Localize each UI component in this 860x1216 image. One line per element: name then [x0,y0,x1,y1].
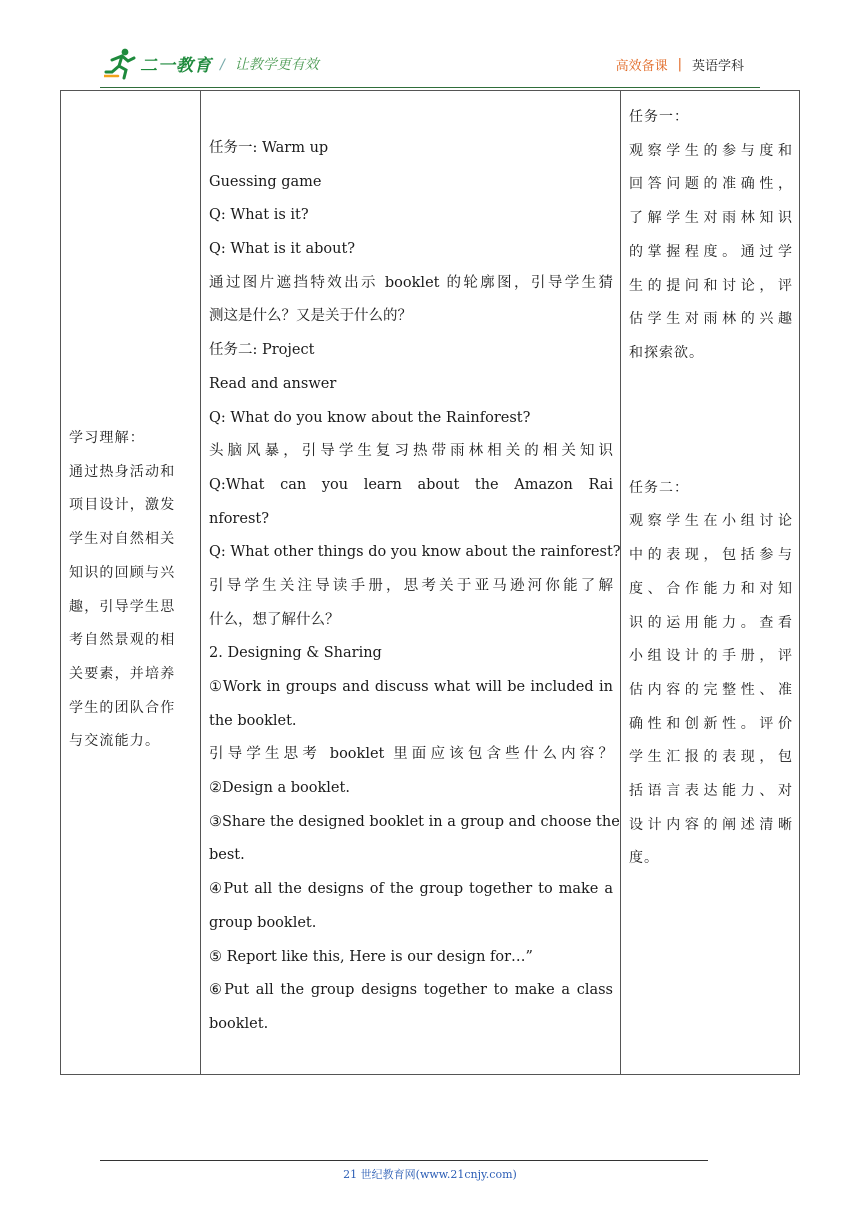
activity-line: 引导学生思考 booklet 里面应该包含些什么内容？ [209,746,613,763]
objective-line: 知识的回顾与兴 [69,564,176,581]
assessment-line: 中的表现，包括参与 [629,547,793,564]
activity-line: Q: What is it? [209,207,309,224]
activity-line: nforest? [209,510,269,527]
activity-line: ④Put all the designs of the group together to make a [209,881,613,898]
assessment-line: 估内容的完整性、准 [629,681,793,698]
activity-text [209,132,621,1042]
spacer [629,404,793,438]
header-right [616,55,744,74]
assessment-line: 任务一： [629,109,689,125]
objective-line: 项目设计，激发 [69,497,176,514]
assessment-line: 和探索欲。 [629,344,704,361]
assessment-line: 的掌握程度。通过学 [629,243,793,260]
page-header [0,0,860,92]
activity-line: group booklet. [209,914,317,931]
assessment-line: 估学生对雨林的兴趣 [629,311,793,328]
activity-cell [201,91,621,1074]
assessment-line: 了解学生对雨林知识 [629,210,793,227]
activity-line: 头脑风暴，引导学生复习热带雨林相关的相关知识 [209,443,613,460]
activity-line: Read and answer [209,375,337,392]
activity-line: 任务一: Warm up [209,140,329,156]
assessment-cell [621,91,799,1074]
objective-line: 学习理解： [69,430,145,446]
spacer [629,371,793,405]
activity-line: booklet. [209,1015,269,1032]
objective-cell [61,91,201,1074]
assessment-line: 观察学生的参与度和 [629,142,793,159]
activity-line: best. [209,847,245,864]
objective-line: 关要素，并培养 [69,665,176,682]
assessment-line: 小组设计的手册，评 [629,648,793,665]
assessment-line: 观察学生在小组讨论 [629,513,793,530]
activity-line: ⑥Put all the group designs together to make a class [209,982,613,999]
assessment-line: 确性和创新性。评价 [629,715,793,732]
assessment-line: 生的提问和讨论，评 [629,277,793,294]
objective-line: 趣，引导学生思 [69,598,176,615]
objective-line: 学生对自然相关 [69,531,176,548]
objective-line: 学生的团队合作 [69,699,176,716]
footer-divider [100,1160,708,1161]
header-subject: 英语学科 [691,59,744,74]
activity-line: 什么，想了解什么？ [209,611,340,628]
activity-line: ③Share the designed booklet in a group and choose the [209,813,620,830]
activity-line: the booklet. [209,712,297,729]
objective-line: 与交流能力。 [69,733,161,750]
slogan-text: 让教学更有效 [234,57,319,73]
assessment-line: 任务二： [629,479,689,496]
activity-line: 2. Designing & Sharing [209,645,382,662]
activity-line: Q: What do you know about the Rainforest? [209,409,531,426]
activity-line: 引导学生关注导读手册，思考关于亚马逊河你能了解 [209,577,613,594]
activity-line: Q: What is it about? [209,241,356,258]
runner-logo-icon [104,46,138,80]
assessment-line: 识的运用能力。查看 [629,614,793,631]
activity-line: Q:What can you learn about the Amazon Rai [209,476,613,493]
assessment-line: 度、合作能力和对知 [629,580,793,597]
header-separator: | [677,57,682,72]
assessment-line: 度。 [629,850,659,867]
assessment-line: 括语言表达能力、对 [629,783,793,800]
activity-line: ①Work in groups and discuss what will be included in [209,679,613,695]
activity-line: Q: What other things do you know about the rainforest? [209,544,621,561]
activity-line: ②Design a booklet. [209,780,350,797]
activity-line: 任务二: Project [209,342,315,359]
lesson-table [60,90,800,1075]
spacer [629,438,793,472]
activity-line: ⑤ Report like this, Here is our design for…” [209,948,533,965]
assessment-text [629,101,793,876]
logo-text: 二一教育 [140,55,212,76]
header-tag: 高效备课 [615,59,668,74]
logo [104,46,212,80]
activity-line: 测这是什么？又是关于什么的？ [209,308,412,325]
activity-line: Guessing game [209,173,322,190]
activity-line: 通过图片遮挡特效出示 booklet 的轮廓图，引导学生猜 [209,274,613,291]
header-divider [100,87,760,88]
footer-text: 21 世纪教育网(www.21cnjy.com) [343,1168,517,1181]
objective-line: 考自然景观的相 [69,632,176,649]
assessment-line: 学生汇报的表现，包 [629,749,793,766]
assessment-line: 回答问题的准确性， [629,176,793,193]
slash-divider-icon: / [220,57,225,73]
slogan [220,54,319,74]
assessment-line: 设计内容的阐述清晰 [629,816,793,833]
objective-line: 通过热身活动和 [69,463,176,480]
objective-text [69,422,195,759]
